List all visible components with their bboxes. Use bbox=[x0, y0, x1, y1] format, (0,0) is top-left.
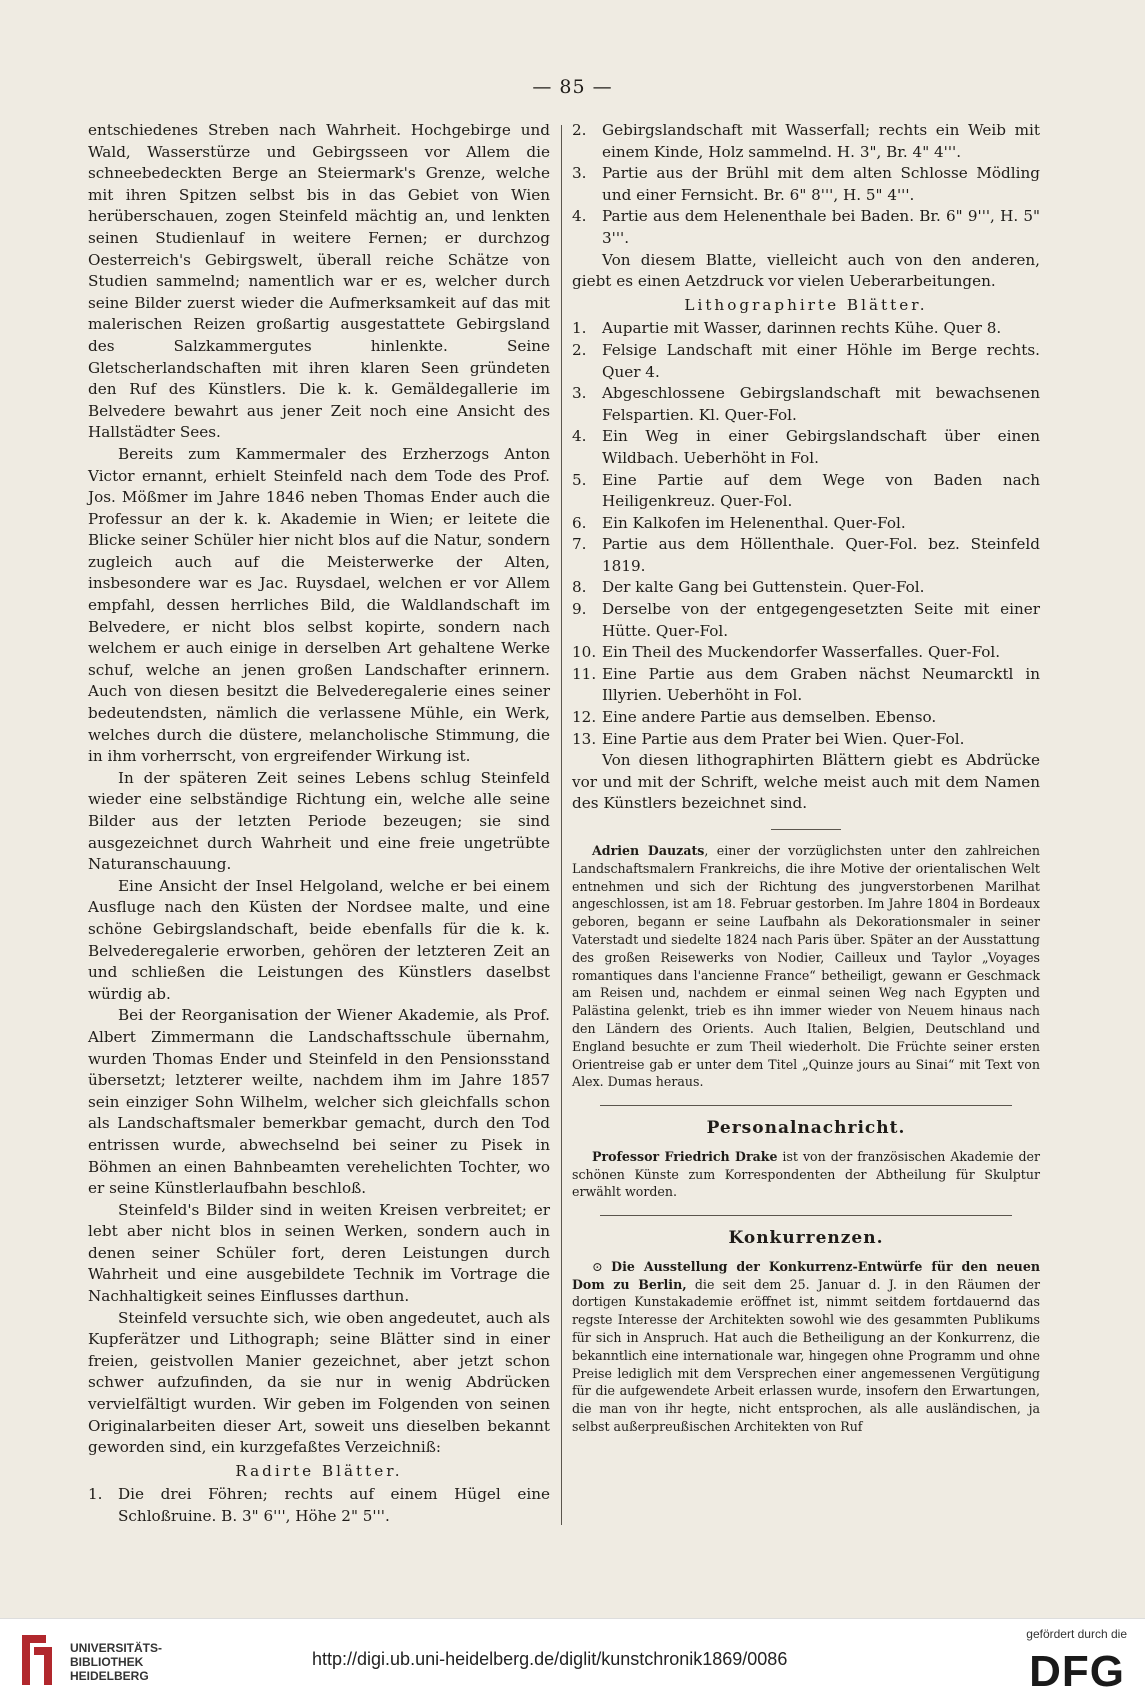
paragraph: Bei der Reorganisation der Wiener Akademie, als Prof. Albert Zimmermann die Landschaftsschule übernahm, wurden Thomas Ender und Steinfeld in den Pensionsstand übersetzt; letzterer weilte, nachdem ihm im Jahre 1857 sein einziger Sohn Wilhelm, welcher sich gleichfalls schon als Landschaftsmaler bemerkbar gemacht, durch den Tod entrissen wurde, abwechselnd bei seiner zu Pisek in Böhmen an einen Bahnbeamten verehelichten Tochter, wo er seine Künstlerlaufbahn beschloß. bbox=[88, 1006, 550, 1198]
item-text: Ein Kalkofen im Helenenthal. Quer-Fol. bbox=[602, 513, 906, 532]
funding-text: gefördert durch die bbox=[1026, 1627, 1127, 1641]
item-text: Aupartie mit Wasser, darinnen rechts Kühe. Quer 8. bbox=[602, 319, 1002, 338]
separator-rule bbox=[600, 1215, 1012, 1216]
list-item bbox=[572, 664, 1040, 707]
obituary-text: , einer der vorzüglichsten unter den zahlreichen Landschaftsmalern Frankreichs, die ihre Motive der orientalischen Welt entnehmen und sich der Richtung des jungverstorbenen Marilhat angeschlossen, ist am 18. Februar gestorben. Im Jahre 1804 in Bordeaux geboren, begann er seine Laufbahn als Dekorationsmaler in seiner Vaterstadt und siedelte 1824 nach Paris über. Später an der Ausstattung des großen Reisewerks von Nodier, Cailleux und Taylor „Voyages romantiques dans l'ancienne France“ betheiligt, gewann er Geschmack am Reisen und, nachdem er einmal seinen Weg nach Egypten und Palästina gelenkt, trieb es ihn immer wieder von Neuem hinaus nach den Ländern des Orients. Auch Italien, Belgien, Deutschland und England besuchte er zum Theil wiederholt. Die Früchte seiner ersten Orientreise gab er unter dem Titel „Quinze jours au Sinai“ mit Text von Alex. Dumas heraus. bbox=[572, 843, 1040, 1090]
item-number: 2. bbox=[572, 340, 587, 359]
item-number: 10. bbox=[572, 643, 597, 662]
right-column bbox=[572, 120, 1040, 1436]
list-item bbox=[572, 513, 1040, 535]
item-text: Partie aus dem Höllenthale. Quer-Fol. bez. Steinfeld 1819. bbox=[602, 535, 1040, 575]
list-item bbox=[572, 470, 1040, 513]
list-item bbox=[572, 206, 1040, 249]
item-text: Die drei Föhren; rechts auf einem Hügel eine Schloßruine. B. 3" 6''', Höhe 2" 5'''. bbox=[118, 1485, 550, 1525]
paragraph: Steinfeld's Bilder sind in weiten Kreisen verbreitet; er lebt aber nicht blos in seinen Werken, sondern auch in denen seiner Schüler fort, deren Leistungen durch Wahrheit und eine ausgebildete Technik im Vortrage die Nachhaltigkeit seines Einflusses darthun. bbox=[88, 1200, 550, 1306]
item-text: Eine Partie auf dem Wege von Baden nach Heiligenkreuz. Quer-Fol. bbox=[602, 470, 1040, 511]
page-number: — 85 — bbox=[532, 76, 613, 98]
item-text: Abgeschlossene Gebirgslandschaft mit bewachsenen Felspartien. Kl. Quer-Fol. bbox=[602, 384, 1040, 424]
list-item bbox=[572, 707, 1040, 729]
item-number: 5. bbox=[572, 470, 587, 489]
separator-rule bbox=[771, 829, 841, 830]
list-item bbox=[572, 120, 1040, 163]
list-item bbox=[572, 642, 1040, 664]
item-number: 6. bbox=[572, 513, 587, 532]
litho-list bbox=[572, 318, 1040, 750]
item-number: 12. bbox=[572, 708, 597, 727]
item-text: Partie aus dem Helenenthale bei Baden. Br. 6" 9''', H. 5" 3'''. bbox=[602, 207, 1040, 247]
list-item bbox=[572, 534, 1040, 577]
marker-icon: ⊙ bbox=[592, 1258, 603, 1274]
personal-text: ist von der französischen Akademie der schönen Künste zum Korrespondenten der Abtheilung für Skulptur erwählt worden. bbox=[572, 1148, 1040, 1200]
library-name bbox=[70, 1641, 162, 1683]
paragraph: entschiedenes Streben nach Wahrheit. Hochgebirge und Wald, Wasserstürze und Gebirgsseen vor Allem die schneebedeckten Berge an Steiermark's Grenze, welche mit ihren Spitzen selbst bis in das Gebiet von Wien herüberschauen, zogen Steinfeld mächtig an, und lenkten seinen Studienlauf in weitere Fernen; er durchzog Oesterreich's Gebirgswelt, überall reiche Schätze von Studien sammelnd; namentlich war er es, welcher durch seine Bilder zuerst wieder die Aufmerksamkeit auf das mit malerischen Reizen großartig ausgestattete Gebirgsland des Salzkammergutes hinlenkte. Seine Gletscherlandschaften mit ihren klaren Seen gründeten den Ruf des Künstlers. Die k. k. Gemäldegallerie im Belvedere bewahrt aus jener Zeit noch eine Ansicht des Hallstädter Sees. bbox=[88, 121, 550, 442]
list-item bbox=[572, 318, 1040, 340]
dfg-logo: DFG bbox=[1029, 1647, 1125, 1696]
permalink-url[interactable]: http://digi.ub.uni-heidelberg.de/diglit/kunstchronik1869/0086 bbox=[312, 1649, 788, 1669]
university-library-logo-icon bbox=[16, 1629, 58, 1691]
item-number: 13. bbox=[572, 729, 597, 748]
item-number: 2. bbox=[572, 121, 587, 139]
item-number: 4. bbox=[572, 427, 587, 446]
personal-name: Professor Friedrich Drake bbox=[592, 1148, 778, 1164]
left-column bbox=[88, 120, 550, 1528]
list-item bbox=[572, 729, 1040, 751]
item-text: Eine Partie aus dem Graben nächst Neumarcktl in Illyrien. Ueberhöht in Fol. bbox=[602, 664, 1040, 705]
item-number: 9. bbox=[572, 600, 587, 619]
column-divider bbox=[561, 125, 562, 1525]
paragraph: Steinfeld versuchte sich, wie oben angedeutet, auch als Kupferätzer und Lithograph; seine Blätter sind in einer freien, geistvollen Manier gezeichnet, aber jetzt schon schwer aufzufinden, da sie nur in wenig Abdrücken vervielfältigt wurden. Wir geben im Folgenden von seinen Originalarbeiten dieser Art, soweit uns dieselben bekannt geworden sind, ein kurzgefaßtes Verzeichniß: bbox=[88, 1308, 550, 1457]
litho-sheets-heading: Lithographirte Blätter. bbox=[684, 295, 928, 314]
paragraph: Bereits zum Kammermaler des Erzherzogs Anton Victor ernannt, erhielt Steinfeld nach dem Tode des Prof. Jos. Mößmer im Jahre 1846 neben Thomas Ender auch die Professur an der k. k. Akademie in Wien; er leitete die Blicke seiner Schüler hier nicht blos auf die Natur, sondern zugleich auch auf die Meisterwerke der Alten, insbesondere war es Jac. Ruysdael, welchen er vor Allem empfahl, dessen herrliches Bild, die Waldlandschaft im Belvedere, er nicht blos selbst kopirte, sondern nach welchem er auch einige in derselben Art gehaltene Werke schuf, welche an jenen großen Landschafter erinnern. Auch von diesen besitzt die Belvederegalerie eines seiner bedeutendsten, nämlich die verlassene Mühle, ein Werk, welches durch die düstere, melancholische Stimmung, die in ihm vorherrscht, von ergreifender Wirkung ist. bbox=[88, 444, 550, 766]
item-number: 3. bbox=[572, 384, 587, 403]
list-item bbox=[572, 163, 1040, 206]
list-item bbox=[572, 383, 1040, 426]
item-text: Gebirgslandschaft mit Wasserfall; rechts ein Weib mit einem Kinde, Holz sammelnd. H. 3", Br. 4" 4'''. bbox=[602, 121, 1040, 161]
obituary-name: Adrien Dauzats bbox=[592, 843, 705, 858]
item-text: Ein Weg in einer Gebirgslandschaft über einen Wildbach. Ueberhöht in Fol. bbox=[602, 427, 1040, 467]
item-number: 1. bbox=[572, 319, 587, 338]
paragraph: In der späteren Zeit seines Lebens schlug Steinfeld wieder eine selbständige Richtung ein, welche alle seine Bilder aus der letzten Periode bezeugen; sie sind ausgezeichnet durch Wahrheit und eine freie ungetrübte Naturanschauung. bbox=[88, 768, 550, 874]
item-text: Felsige Landschaft mit einer Höhle im Berge rechts. Quer 4. bbox=[602, 340, 1040, 381]
etched-note: Von diesem Blatte, vielleicht auch von den anderen, giebt es einen Aetzdruck vor vielen Ueberarbeitungen. bbox=[572, 250, 1040, 291]
separator-rule bbox=[600, 1105, 1012, 1106]
competition-report bbox=[572, 1258, 1040, 1436]
etched-list-continued bbox=[572, 120, 1040, 250]
paragraph: Eine Ansicht der Insel Helgoland, welche er bei einem Ausfluge nach den Küsten der Nordsee malte, und eine schöne Gebirgslandschaft, beide ebenfalls für die k. k. Belvederegalerie erworben, gehören der letzteren Zeit an und schließen die Leistungen des Künstlers daselbst würdig ab. bbox=[88, 876, 550, 1003]
item-number: 3. bbox=[572, 164, 587, 183]
item-text: Eine andere Partie aus demselben. Ebenso. bbox=[602, 708, 937, 727]
library-name-line: UNIVERSITÄTS- bbox=[70, 1641, 163, 1655]
item-text: Partie aus der Brühl mit dem alten Schlosse Mödling und einer Fernsicht. Br. 6" 8''', H. 5" 4'''. bbox=[602, 164, 1040, 204]
item-number: 11. bbox=[572, 664, 597, 683]
item-number: 1. bbox=[88, 1485, 103, 1504]
personal-news bbox=[572, 1148, 1040, 1201]
item-number: 4. bbox=[572, 207, 587, 226]
item-number: 8. bbox=[572, 578, 587, 597]
item-text: Derselbe von der entgegengesetzten Seite mit einer Hütte. Quer-Fol. bbox=[602, 600, 1040, 640]
etched-sheets-heading: Radirte Blätter. bbox=[235, 1461, 403, 1480]
item-text: Ein Theil des Muckendorfer Wasserfalles. Quer-Fol. bbox=[602, 643, 1001, 662]
etched-list-start bbox=[88, 1484, 550, 1527]
library-name-line: HEIDELBERG bbox=[70, 1669, 149, 1683]
personal-news-title: Personalnachricht. bbox=[706, 1118, 906, 1139]
item-number: 7. bbox=[572, 535, 587, 554]
list-item bbox=[572, 577, 1040, 599]
item-text: Eine Partie aus dem Prater bei Wien. Quer-Fol. bbox=[602, 729, 965, 748]
litho-note: Von diesen lithographirten Blättern giebt es Abdrücke vor und mit der Schrift, welche meist auch mit dem Namen des Künstlers bezeichnet sind. bbox=[572, 751, 1040, 813]
list-item bbox=[572, 599, 1040, 642]
competition-lead: Die Ausstellung der Konkurrenz-Entwürfe für den neuen Dom zu Berlin, bbox=[572, 1258, 1040, 1292]
competition-text: die seit dem 25. Januar d. J. in den Räumen der dortigen Kunstakademie eröffnet ist, nimmt seitdem fortdauernd das regste Interesse der Architekten sowohl wie des gesammten Publikums für sich in Anspruch. Hat auch die Betheiligung an der Konkurrenz, die bekanntlich eine internationale war, hingegen ohne Programm und ohne Preise lediglich mit dem Versprechen einer angemessenen Vergütigung für die aufgewendete Arbeit erlassen wurde, insofern den Erwartungen, die man von ihr hegte, nicht entsprochen, als alle ausländischen, ja selbst außerpreußischen Architekten von Ruf bbox=[572, 1276, 1041, 1434]
dauzats-obituary bbox=[572, 842, 1040, 1091]
item-text: Der kalte Gang bei Guttenstein. Quer-Fol. bbox=[602, 578, 925, 597]
competitions-title: Konkurrenzen. bbox=[728, 1228, 884, 1249]
library-name-line: BIBLIOTHEK bbox=[70, 1655, 144, 1669]
list-item bbox=[572, 426, 1040, 469]
list-item bbox=[572, 340, 1040, 383]
list-item bbox=[88, 1484, 550, 1527]
viewer-footer bbox=[0, 1618, 1145, 1703]
